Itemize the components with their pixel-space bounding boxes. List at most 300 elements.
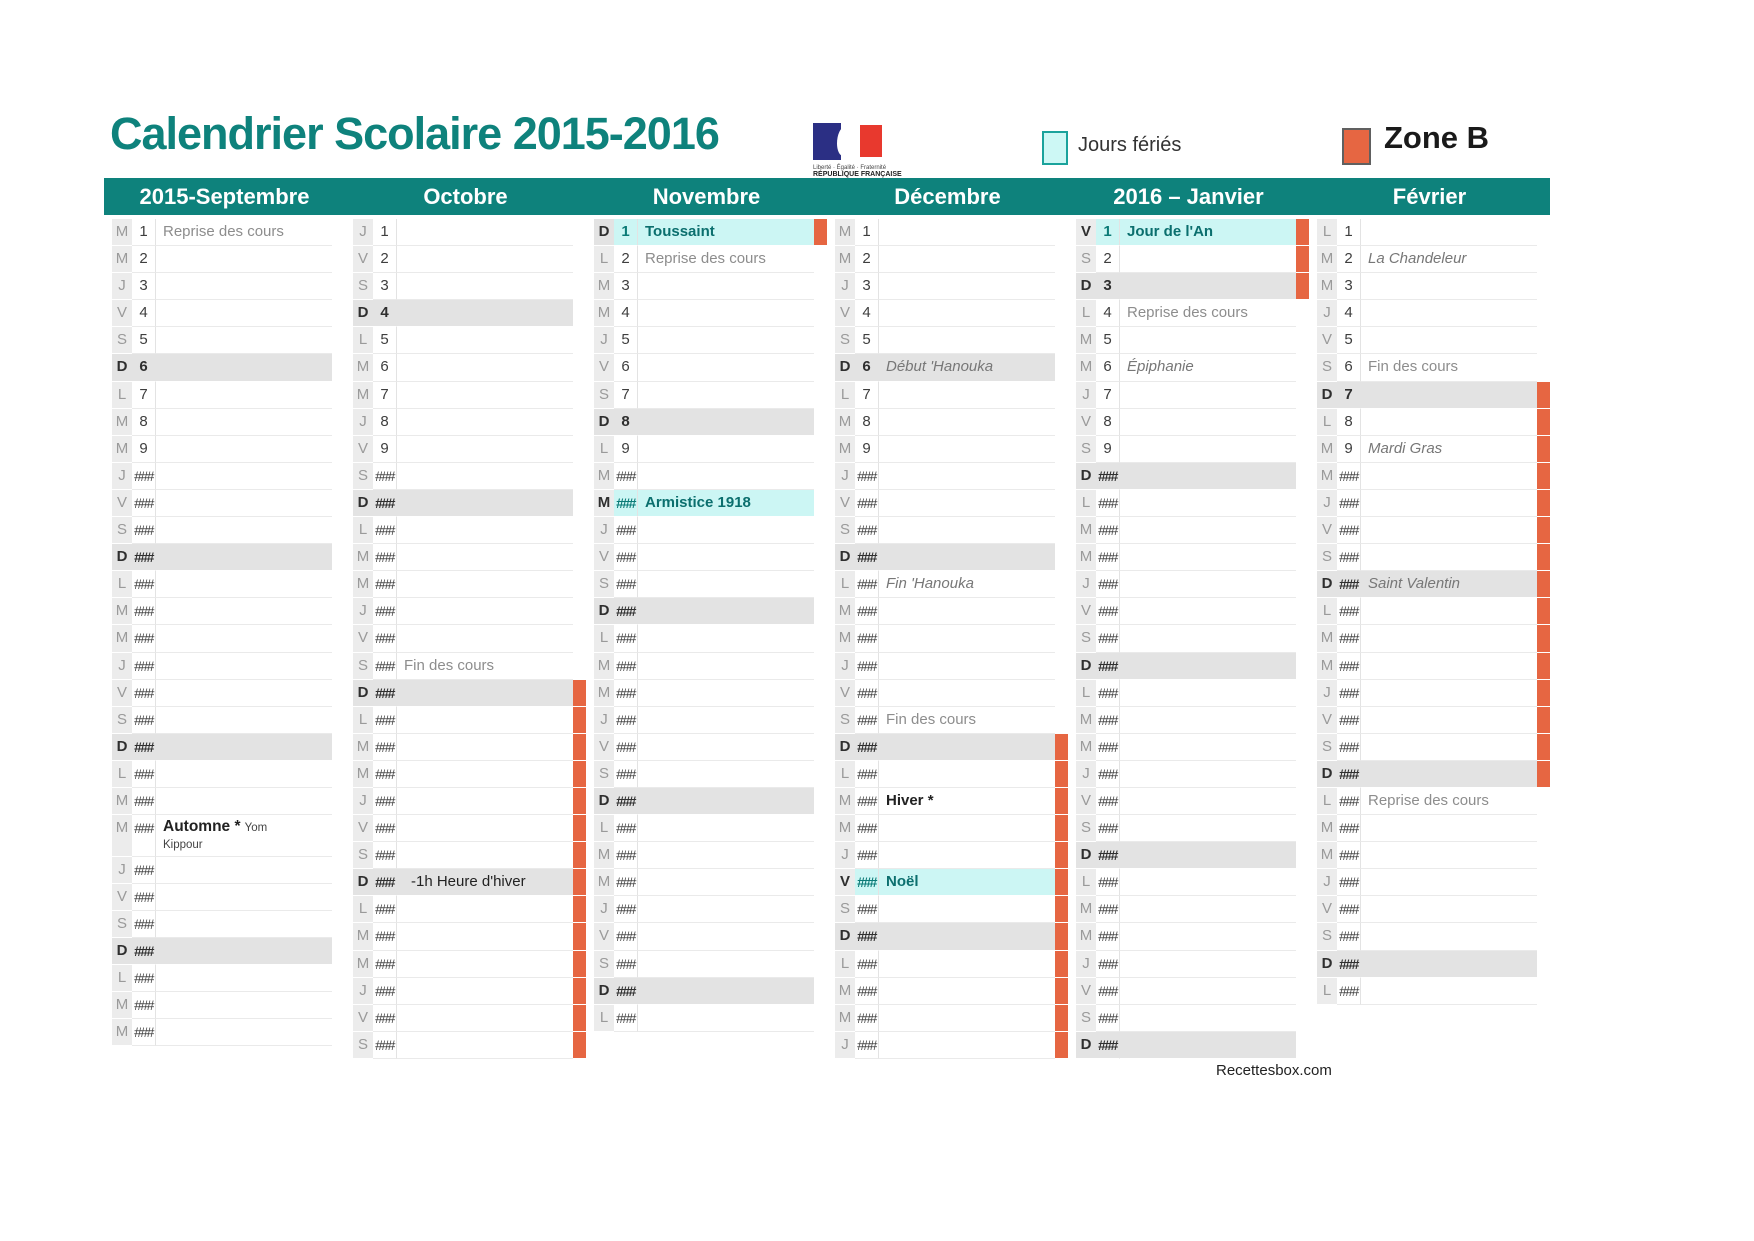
day-row (1309, 978, 1550, 1005)
day-note (1361, 815, 1537, 842)
day-note (156, 598, 332, 625)
zone-stripe (1055, 680, 1068, 707)
zone-stripe (332, 653, 345, 680)
zone-stripe (814, 463, 827, 490)
day-note (156, 463, 332, 490)
zone-stripe (1296, 436, 1309, 463)
day-note (156, 625, 332, 652)
day-letter: J (1317, 490, 1337, 517)
day-row (1309, 761, 1550, 788)
day-number: ### (614, 490, 638, 517)
zone-stripe (573, 354, 586, 381)
day-note (879, 1005, 1055, 1032)
day-number: ### (132, 653, 156, 680)
day-number: ### (373, 951, 397, 978)
day-number: 2 (1096, 246, 1120, 273)
zone-stripe (1055, 354, 1068, 381)
zone-stripe (1537, 327, 1550, 354)
day-letter: L (1317, 598, 1337, 625)
zone-stripe (573, 788, 586, 815)
day-note (1120, 923, 1296, 950)
day-note (638, 1005, 814, 1032)
day-number: ### (1337, 896, 1361, 923)
day-row (827, 1005, 1068, 1032)
day-number: ### (614, 869, 638, 896)
day-letter: M (353, 923, 373, 950)
zone-stripe (573, 463, 586, 490)
day-row (1309, 951, 1550, 978)
day-row (1068, 1032, 1309, 1059)
day-number: ### (1096, 680, 1120, 707)
day-row (104, 571, 345, 598)
day-row (104, 246, 345, 273)
day-row (1309, 923, 1550, 950)
day-note: Hiver * (879, 788, 1055, 815)
day-note (1120, 571, 1296, 598)
day-row (827, 923, 1068, 950)
zone-stripe (814, 761, 827, 788)
day-row (345, 1032, 586, 1059)
day-number: 1 (614, 219, 638, 246)
day-letter: L (1317, 978, 1337, 1005)
zone-stripe (1537, 815, 1550, 842)
zone-stripe (814, 815, 827, 842)
day-row (827, 680, 1068, 707)
day-note (1361, 869, 1537, 896)
day-note (879, 734, 1055, 761)
day-row (104, 1019, 345, 1046)
day-row (1068, 761, 1309, 788)
day-row (1068, 544, 1309, 571)
day-number: ### (373, 923, 397, 950)
day-row (1309, 490, 1550, 517)
day-number: ### (1096, 490, 1120, 517)
day-row (827, 598, 1068, 625)
day-number: ### (373, 734, 397, 761)
zone-stripe (332, 382, 345, 409)
day-number: ### (614, 978, 638, 1005)
day-row (345, 219, 586, 246)
day-letter: M (594, 680, 614, 707)
day-row (104, 734, 345, 761)
zone-stripe (1055, 896, 1068, 923)
day-number: ### (1096, 734, 1120, 761)
zone-stripe (1537, 923, 1550, 950)
zone-stripe (1296, 300, 1309, 327)
day-letter: S (353, 653, 373, 680)
day-row (345, 842, 586, 869)
zone-stripe (332, 788, 345, 815)
day-note (397, 219, 573, 246)
day-note (156, 761, 332, 788)
zone-stripe (1296, 761, 1309, 788)
day-row (586, 734, 827, 761)
day-number: ### (614, 463, 638, 490)
day-letter: M (112, 1019, 132, 1046)
day-letter: M (1076, 354, 1096, 381)
zone-stripe (1537, 354, 1550, 381)
day-note (879, 300, 1055, 327)
day-row (1309, 354, 1550, 381)
day-number: ### (132, 734, 156, 761)
zone-stripe (1055, 761, 1068, 788)
day-number: 5 (855, 327, 879, 354)
day-number: ### (1337, 869, 1361, 896)
day-row (1309, 246, 1550, 273)
day-note (638, 598, 814, 625)
day-row (345, 951, 586, 978)
day-row (345, 517, 586, 544)
day-note (1120, 842, 1296, 869)
zone-stripe (1055, 544, 1068, 571)
day-letter: J (112, 857, 132, 884)
day-letter: S (594, 951, 614, 978)
zone-stripe (1296, 219, 1309, 246)
month-header: Février (1392, 184, 1467, 209)
day-note (397, 354, 573, 381)
day-row (1309, 896, 1550, 923)
day-row (827, 707, 1068, 734)
day-letter: J (112, 653, 132, 680)
day-number: 3 (1096, 273, 1120, 300)
day-number: 7 (614, 382, 638, 409)
day-letter: D (353, 680, 373, 707)
day-number: ### (132, 490, 156, 517)
month-column (345, 219, 586, 1059)
day-letter: J (594, 517, 614, 544)
day-number: ### (855, 680, 879, 707)
day-number: ### (373, 517, 397, 544)
day-note (638, 951, 814, 978)
day-row (1068, 463, 1309, 490)
day-row (1309, 707, 1550, 734)
month-column (586, 219, 827, 1032)
day-note (156, 436, 332, 463)
day-note (397, 815, 573, 842)
day-letter: J (1317, 300, 1337, 327)
day-letter: M (835, 788, 855, 815)
day-letter: D (353, 490, 373, 517)
day-row (827, 761, 1068, 788)
day-number: ### (855, 490, 879, 517)
day-number: ### (855, 842, 879, 869)
day-row (1309, 788, 1550, 815)
zone-stripe (1055, 815, 1068, 842)
day-row (104, 409, 345, 436)
day-letter: L (353, 517, 373, 544)
day-number: ### (855, 707, 879, 734)
day-row (1068, 409, 1309, 436)
day-note (638, 327, 814, 354)
day-number: 4 (855, 300, 879, 327)
day-letter: V (1076, 598, 1096, 625)
day-note (1361, 300, 1537, 327)
day-note (1361, 707, 1537, 734)
day-letter: S (112, 327, 132, 354)
day-note (1361, 734, 1537, 761)
zone-stripe (1055, 734, 1068, 761)
day-note (1120, 761, 1296, 788)
zone-stripe (1296, 707, 1309, 734)
day-number: ### (1337, 544, 1361, 571)
day-letter: M (1317, 625, 1337, 652)
zone-stripe (1537, 463, 1550, 490)
day-note (879, 761, 1055, 788)
day-note: Début 'Hanouka (879, 354, 1055, 381)
day-note (638, 463, 814, 490)
month-header: Octobre (423, 184, 508, 209)
zone-stripe (1055, 409, 1068, 436)
zone-stripe (332, 1019, 345, 1046)
day-number: ### (373, 815, 397, 842)
day-letter: L (1317, 409, 1337, 436)
day-row (1068, 680, 1309, 707)
day-number: ### (614, 788, 638, 815)
day-letter: S (835, 517, 855, 544)
zone-stripe (573, 300, 586, 327)
day-note (638, 680, 814, 707)
day-number: ### (855, 463, 879, 490)
day-letter: J (1317, 680, 1337, 707)
day-number: 4 (132, 300, 156, 327)
day-note (638, 923, 814, 950)
zone-stripe (332, 598, 345, 625)
day-number: 3 (1337, 273, 1361, 300)
day-number: ### (1096, 544, 1120, 571)
day-row (586, 219, 827, 246)
day-row (1309, 598, 1550, 625)
day-letter: M (594, 653, 614, 680)
day-number: 7 (1096, 382, 1120, 409)
zone-stripe (1296, 923, 1309, 950)
zone-stripe (814, 571, 827, 598)
day-note (879, 327, 1055, 354)
day-number: ### (132, 680, 156, 707)
day-row (827, 354, 1068, 381)
day-row (104, 327, 345, 354)
day-letter: M (835, 598, 855, 625)
day-note (397, 273, 573, 300)
day-note (156, 734, 332, 761)
zone-stripe (573, 815, 586, 842)
day-row (827, 734, 1068, 761)
zone-stripe (814, 923, 827, 950)
day-number: ### (855, 1032, 879, 1059)
day-note (397, 896, 573, 923)
day-number: 3 (614, 273, 638, 300)
zone-stripe (1537, 896, 1550, 923)
day-note (638, 815, 814, 842)
day-note (879, 625, 1055, 652)
day-number: ### (1337, 761, 1361, 788)
zone-stripe (332, 625, 345, 652)
day-row (104, 911, 345, 938)
day-number: ### (855, 896, 879, 923)
day-letter: J (353, 788, 373, 815)
day-row (1068, 1005, 1309, 1032)
holiday-legend-label: Jours fériés (1078, 134, 1182, 156)
zone-stripe (332, 571, 345, 598)
day-note (156, 965, 332, 992)
day-letter: D (594, 219, 614, 246)
day-row (827, 544, 1068, 571)
day-note (879, 544, 1055, 571)
day-number: ### (614, 923, 638, 950)
flag-motto: Liberté · Égalité · Fraternité (813, 165, 887, 171)
zone-stripe (332, 938, 345, 965)
zone-stripe (1296, 463, 1309, 490)
day-note: Toussaint (638, 219, 814, 246)
day-letter: L (112, 761, 132, 788)
zone-stripe (1055, 842, 1068, 869)
day-row (1068, 490, 1309, 517)
day-note (1120, 1032, 1296, 1059)
holiday-legend-swatch (1042, 131, 1068, 165)
day-note (1120, 625, 1296, 652)
day-note (1120, 734, 1296, 761)
zone-stripe (1296, 842, 1309, 869)
day-number: ### (132, 571, 156, 598)
day-letter: L (835, 951, 855, 978)
zone-stripe (1055, 978, 1068, 1005)
day-letter: L (112, 965, 132, 992)
day-row (104, 354, 345, 381)
zone-stripe (1537, 219, 1550, 246)
zone-stripe (1055, 463, 1068, 490)
day-number: ### (855, 951, 879, 978)
day-letter: S (835, 896, 855, 923)
zone-stripe (814, 436, 827, 463)
zone-stripe (1537, 598, 1550, 625)
day-letter: J (835, 1032, 855, 1059)
day-note (397, 517, 573, 544)
day-note (1361, 517, 1537, 544)
day-row (586, 436, 827, 463)
day-row (104, 273, 345, 300)
day-letter: M (112, 788, 132, 815)
day-row (104, 598, 345, 625)
zone-stripe (332, 436, 345, 463)
day-number: ### (614, 951, 638, 978)
day-letter: V (1076, 219, 1096, 246)
zone-stripe (1296, 246, 1309, 273)
day-note (1361, 625, 1537, 652)
day-letter: D (1317, 951, 1337, 978)
day-note (1361, 680, 1537, 707)
zone-stripe (814, 517, 827, 544)
zone-stripe (573, 653, 586, 680)
day-number: 2 (1337, 246, 1361, 273)
day-letter: V (353, 436, 373, 463)
day-row (104, 625, 345, 652)
day-row (586, 869, 827, 896)
day-number: ### (614, 707, 638, 734)
day-row (1309, 436, 1550, 463)
day-letter: M (835, 436, 855, 463)
day-number: ### (132, 463, 156, 490)
day-letter: V (1317, 517, 1337, 544)
day-letter: L (594, 436, 614, 463)
day-letter: V (353, 1005, 373, 1032)
day-letter: M (1317, 246, 1337, 273)
footer-link[interactable]: Recettesbox.com (1216, 1062, 1332, 1079)
day-letter: M (835, 1005, 855, 1032)
day-row (1068, 815, 1309, 842)
day-note (156, 1019, 332, 1046)
day-letter: D (1317, 571, 1337, 598)
day-number: ### (1337, 978, 1361, 1005)
zone-stripe (1055, 625, 1068, 652)
zone-stripe (573, 625, 586, 652)
day-row (104, 219, 345, 246)
day-note (879, 517, 1055, 544)
day-row (345, 327, 586, 354)
day-letter: M (594, 463, 614, 490)
month-header-band (104, 178, 1550, 215)
page-title: Calendrier Scolaire 2015-2016 (110, 108, 719, 159)
day-letter: L (1076, 869, 1096, 896)
day-number: 7 (132, 382, 156, 409)
day-note (879, 219, 1055, 246)
day-row (586, 896, 827, 923)
day-number: ### (614, 598, 638, 625)
day-number: ### (614, 1005, 638, 1032)
zone-stripe (814, 219, 827, 246)
day-row (827, 219, 1068, 246)
day-letter: M (1076, 734, 1096, 761)
zone-stripe (1055, 300, 1068, 327)
day-number: ### (1337, 707, 1361, 734)
zone-stripe (573, 896, 586, 923)
day-letter: J (835, 463, 855, 490)
day-letter: S (112, 707, 132, 734)
day-row (1068, 327, 1309, 354)
day-note (879, 978, 1055, 1005)
zone-stripe (814, 896, 827, 923)
day-number: ### (855, 923, 879, 950)
day-letter: V (1317, 707, 1337, 734)
day-note (397, 544, 573, 571)
day-row (586, 544, 827, 571)
month-header: 2016 – Janvier (1113, 184, 1264, 209)
zone-stripe (1055, 517, 1068, 544)
day-note: Fin 'Hanouka (879, 571, 1055, 598)
day-row (104, 436, 345, 463)
day-letter: J (112, 463, 132, 490)
zone-stripe (573, 490, 586, 517)
day-row (345, 300, 586, 327)
day-row (1068, 382, 1309, 409)
zone-stripe (1296, 382, 1309, 409)
day-note (1120, 490, 1296, 517)
day-row (586, 598, 827, 625)
day-number: 5 (614, 327, 638, 354)
zone-stripe (573, 951, 586, 978)
day-note (879, 490, 1055, 517)
zone-stripe (1537, 409, 1550, 436)
zone-stripe (1055, 653, 1068, 680)
day-letter: J (353, 978, 373, 1005)
day-note (638, 300, 814, 327)
day-note (156, 382, 332, 409)
day-letter: J (353, 409, 373, 436)
day-note (879, 598, 1055, 625)
zone-stripe (573, 571, 586, 598)
day-letter: L (1076, 300, 1096, 327)
day-number: 5 (373, 327, 397, 354)
day-number: ### (373, 625, 397, 652)
zone-stripe (1296, 625, 1309, 652)
